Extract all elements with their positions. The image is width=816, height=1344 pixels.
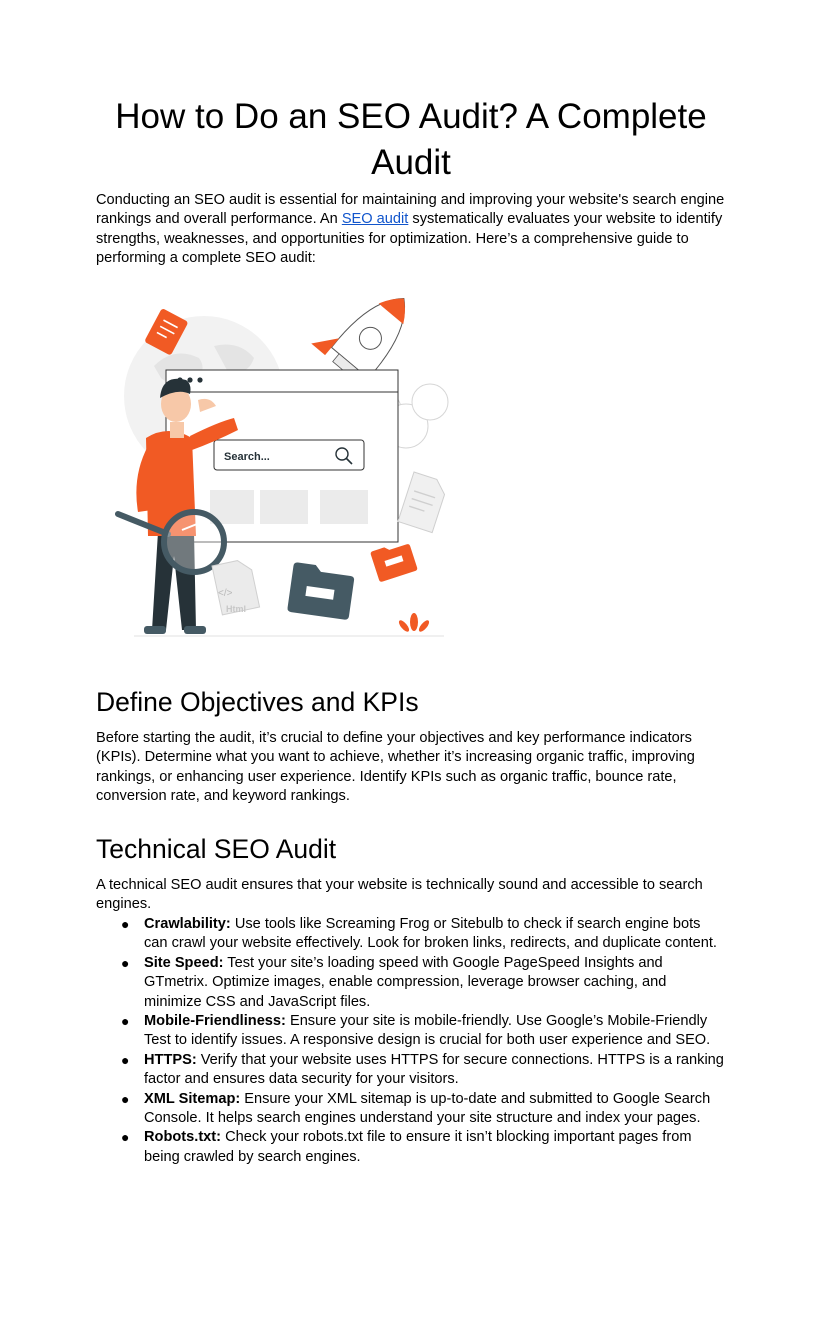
seo-audit-link[interactable]: SEO audit (341, 211, 409, 228)
objectives-paragraph: Before starting the audit, it’s crucial to define your objectives and key performance indicators (KPIs). Determine what you want to achieve, whether it’s increasing organic traffic, improving rankings, or enhancing user experience. Identify KPIs such as organic traffic, bounce rate, conversion rate, and keyword rankings. (96, 730, 695, 805)
list-item-text: Ensure your site is mobile-friendly. Use Google’s Mobile-Friendly Test to identify issues. A responsive design is crucial for both user experience and SEO. (144, 1013, 711, 1049)
list-item (96, 1128, 726, 1167)
list-item (96, 915, 726, 954)
list-item-text: Check your robots.txt file to ensure it isn’t blocking important pages from being crawled by search engines. (144, 1129, 692, 1165)
plant-shape (397, 613, 431, 633)
folder-dark-icon (287, 562, 355, 620)
folder-orange-icon (370, 540, 418, 583)
bullet-icon: ● (121, 1129, 130, 1146)
document-gray-icon (398, 472, 448, 533)
search-placeholder-text: Search... (224, 451, 270, 463)
seo-audit-illustration (114, 286, 474, 646)
list-item-text: Ensure your XML sitemap is up-to-date and submitted to Google Search Console. It helps search engines understand your site structure and index your pages. (144, 1090, 711, 1127)
list-item-term: Mobile-Friendliness: (144, 1013, 286, 1030)
list-item-text: Test your site’s loading speed with Google PageSpeed Insights and GTmetrix. Optimize images, enable compression, leverage browser caching, and minimize CSS and JavaScript files. (144, 954, 667, 1010)
page-title: How to Do an SEO Audit? A Complete Audit (115, 97, 707, 182)
magnifier-icon (118, 512, 224, 572)
intro-text-after-link: systematically evaluates your website to identify strengths, weaknesses, and opportunities for optimization. Here’s a comprehensive guide to performing a complete SEO audit: (96, 211, 723, 267)
bullet-icon: ● (121, 1013, 130, 1030)
intro-paragraph (96, 191, 726, 269)
objectives-heading: Define Objectives and KPIs (96, 687, 419, 717)
list-item-text: Verify that your website uses HTTPS for secure connections. HTTPS is a ranking factor and ensures data security for your visitors. (144, 1051, 724, 1088)
code-glyph: </> (218, 588, 233, 599)
list-item-text: Use tools like Screaming Frog or Sitebulb to check if search engine bots can crawl your website effectively. Look for broken links, redirects, and duplicate content. (144, 916, 717, 952)
list-item-term: Crawlability: (144, 916, 231, 932)
technical-paragraph: A technical SEO audit ensures that your website is technically sound and accessible to search engines. (96, 877, 703, 913)
bullet-icon: ● (121, 1051, 130, 1068)
list-item-term: XML Sitemap: (144, 1090, 241, 1107)
bullet-icon: ● (121, 954, 130, 971)
bullet-icon: ● (121, 916, 130, 932)
list-item-term: HTTPS: (144, 1051, 197, 1068)
list-item-term: Robots.txt: (144, 1129, 222, 1146)
list-item (96, 1051, 726, 1090)
html-file-label: Html (226, 604, 246, 614)
technical-heading: Technical SEO Audit (96, 834, 337, 864)
intro-text-before-link: Conducting an SEO audit is essential for maintaining and improving your website's search engine rankings and overall performance. An (96, 192, 725, 228)
list-item (96, 1090, 726, 1129)
list-item (96, 954, 726, 1012)
list-item-term: Site Speed: (144, 954, 224, 971)
bullet-icon: ● (121, 1090, 130, 1107)
list-item (96, 1012, 726, 1051)
technical-checklist (96, 915, 726, 1167)
